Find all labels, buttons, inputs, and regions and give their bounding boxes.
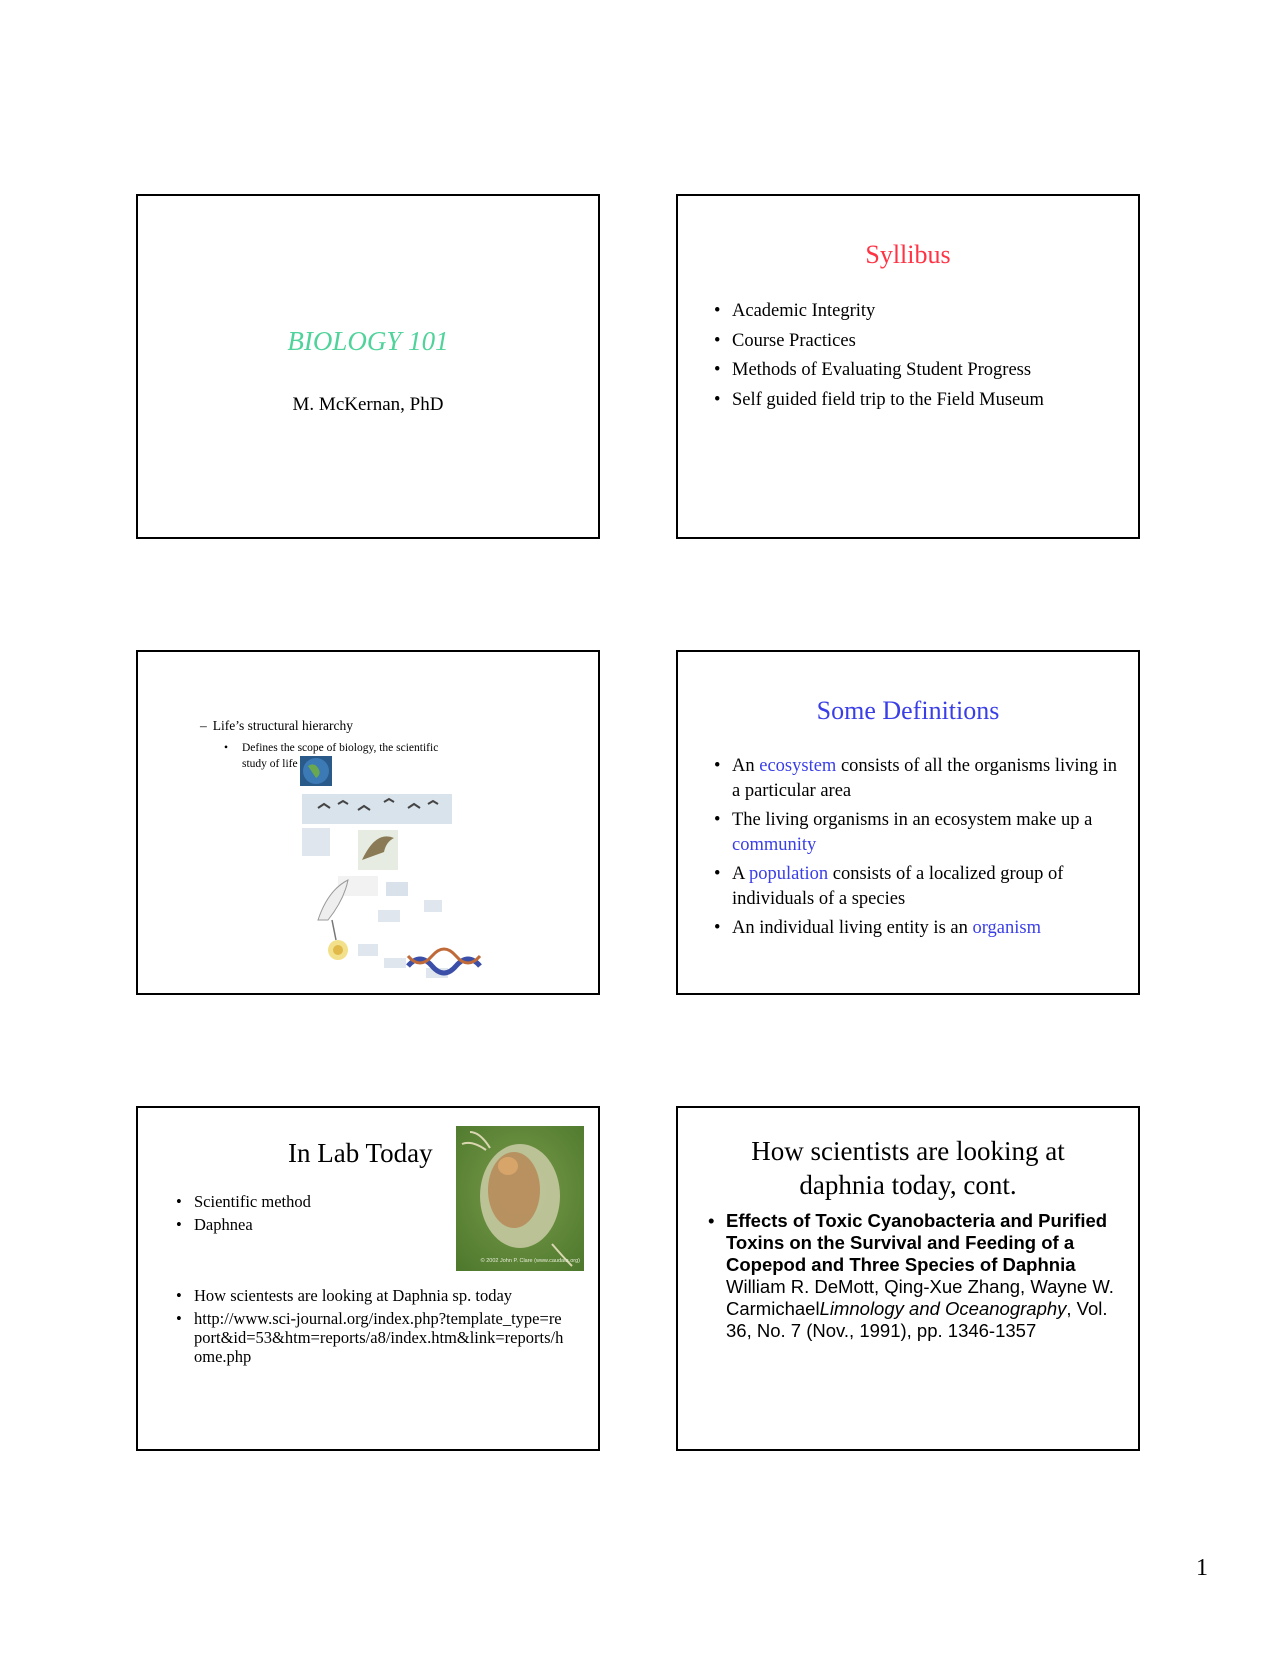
definitions-heading: Some Definitions bbox=[816, 696, 1000, 725]
keyword: population bbox=[748, 864, 829, 884]
ecosystem-image bbox=[302, 794, 452, 824]
slide-title-author: M. McKernan, PhD bbox=[292, 394, 444, 415]
cell-image bbox=[358, 944, 378, 956]
organ-system-image bbox=[386, 882, 408, 896]
slide-syllabus bbox=[676, 194, 1140, 539]
list-item: • Methods of Evaluating Student Progress bbox=[712, 357, 1122, 387]
citation bbox=[706, 1210, 1116, 1342]
research-heading-line: daphnia today, cont. bbox=[799, 1170, 1017, 1200]
research-heading bbox=[678, 1134, 1138, 1202]
slide-definitions bbox=[676, 650, 1140, 995]
list-item: • Self guided field trip to the Field Museum bbox=[712, 387, 1122, 417]
list-item: • An ecosystem consists of all the organisms living in a particular area bbox=[712, 754, 1122, 804]
reference-link[interactable]: • http://www.sci-journal.org/index.php?template_type=report&id=53&htm=reports/a8/index.htm&link=reports/home.php bbox=[174, 1309, 564, 1366]
community-image bbox=[302, 828, 330, 856]
page-number: 1 bbox=[1196, 1555, 1208, 1581]
keyword: ecosystem bbox=[759, 756, 837, 776]
slide-title-heading: BIOLOGY 101 bbox=[287, 326, 449, 356]
syllabus-heading: Syllibus bbox=[865, 240, 951, 269]
lab-heading: In Lab Today bbox=[288, 1138, 433, 1168]
tissue-label-image bbox=[378, 910, 400, 922]
image-credit: © 2002 John P. Clare (www.caudata.org) bbox=[480, 1258, 580, 1264]
dash-marker: – bbox=[200, 718, 207, 733]
lab-list-top bbox=[174, 1190, 454, 1236]
keyword: community bbox=[732, 835, 817, 855]
hierarchy-illustration bbox=[298, 750, 498, 990]
lab-list-bottom bbox=[174, 1286, 564, 1370]
hierarchy-item bbox=[200, 718, 353, 734]
list-item: • A population consists of a localized group of individuals of a species bbox=[712, 862, 1122, 912]
list-item: • Academic Integrity bbox=[712, 298, 1122, 328]
list-item: • Daphnea bbox=[174, 1213, 454, 1236]
organelle-image bbox=[384, 958, 406, 968]
slide-lab-today bbox=[136, 1106, 600, 1451]
list-item: • Defines the scope of biology, the scientific study of life bbox=[222, 740, 462, 772]
slide-hierarchy bbox=[136, 650, 600, 995]
citation-title: Effects of Toxic Cyanobacteria and Purified Toxins on the Survival and Feeding of a Copepod and Three Species of Daphnia bbox=[726, 1210, 1108, 1275]
slide-title bbox=[136, 194, 600, 539]
list-item: • Course Practices bbox=[712, 328, 1122, 358]
list-item: • Scientific method bbox=[174, 1190, 454, 1213]
list-item: • The living organisms in an ecosystem make up a community bbox=[712, 808, 1122, 858]
list-item: • How scientests are looking at Daphnia sp. today bbox=[174, 1286, 564, 1305]
reference-list bbox=[706, 1210, 1116, 1342]
hierarchy-item-label: Life’s structural hierarchy bbox=[212, 718, 353, 733]
syllabus-list bbox=[712, 298, 1122, 416]
organ-image bbox=[424, 900, 442, 912]
citation-authors: William R. DeMott, Qing-Xue Zhang, Wayne W. Carmichael bbox=[726, 1276, 1114, 1319]
research-heading-line: How scientists are looking at bbox=[751, 1136, 1065, 1166]
daphnia-photo bbox=[456, 1126, 584, 1271]
dna-image bbox=[408, 959, 480, 973]
definitions-list bbox=[712, 754, 1122, 945]
slide-daphnia-research bbox=[676, 1106, 1140, 1451]
citation-journal: Limnology and Oceanography bbox=[819, 1298, 1067, 1319]
keyword: organism bbox=[972, 918, 1042, 938]
list-item: • An individual living entity is an organism bbox=[712, 916, 1122, 941]
citation-details: , Vol. 36, No. 7 (Nov., 1991), pp. 1346-1357 bbox=[726, 1298, 1108, 1341]
